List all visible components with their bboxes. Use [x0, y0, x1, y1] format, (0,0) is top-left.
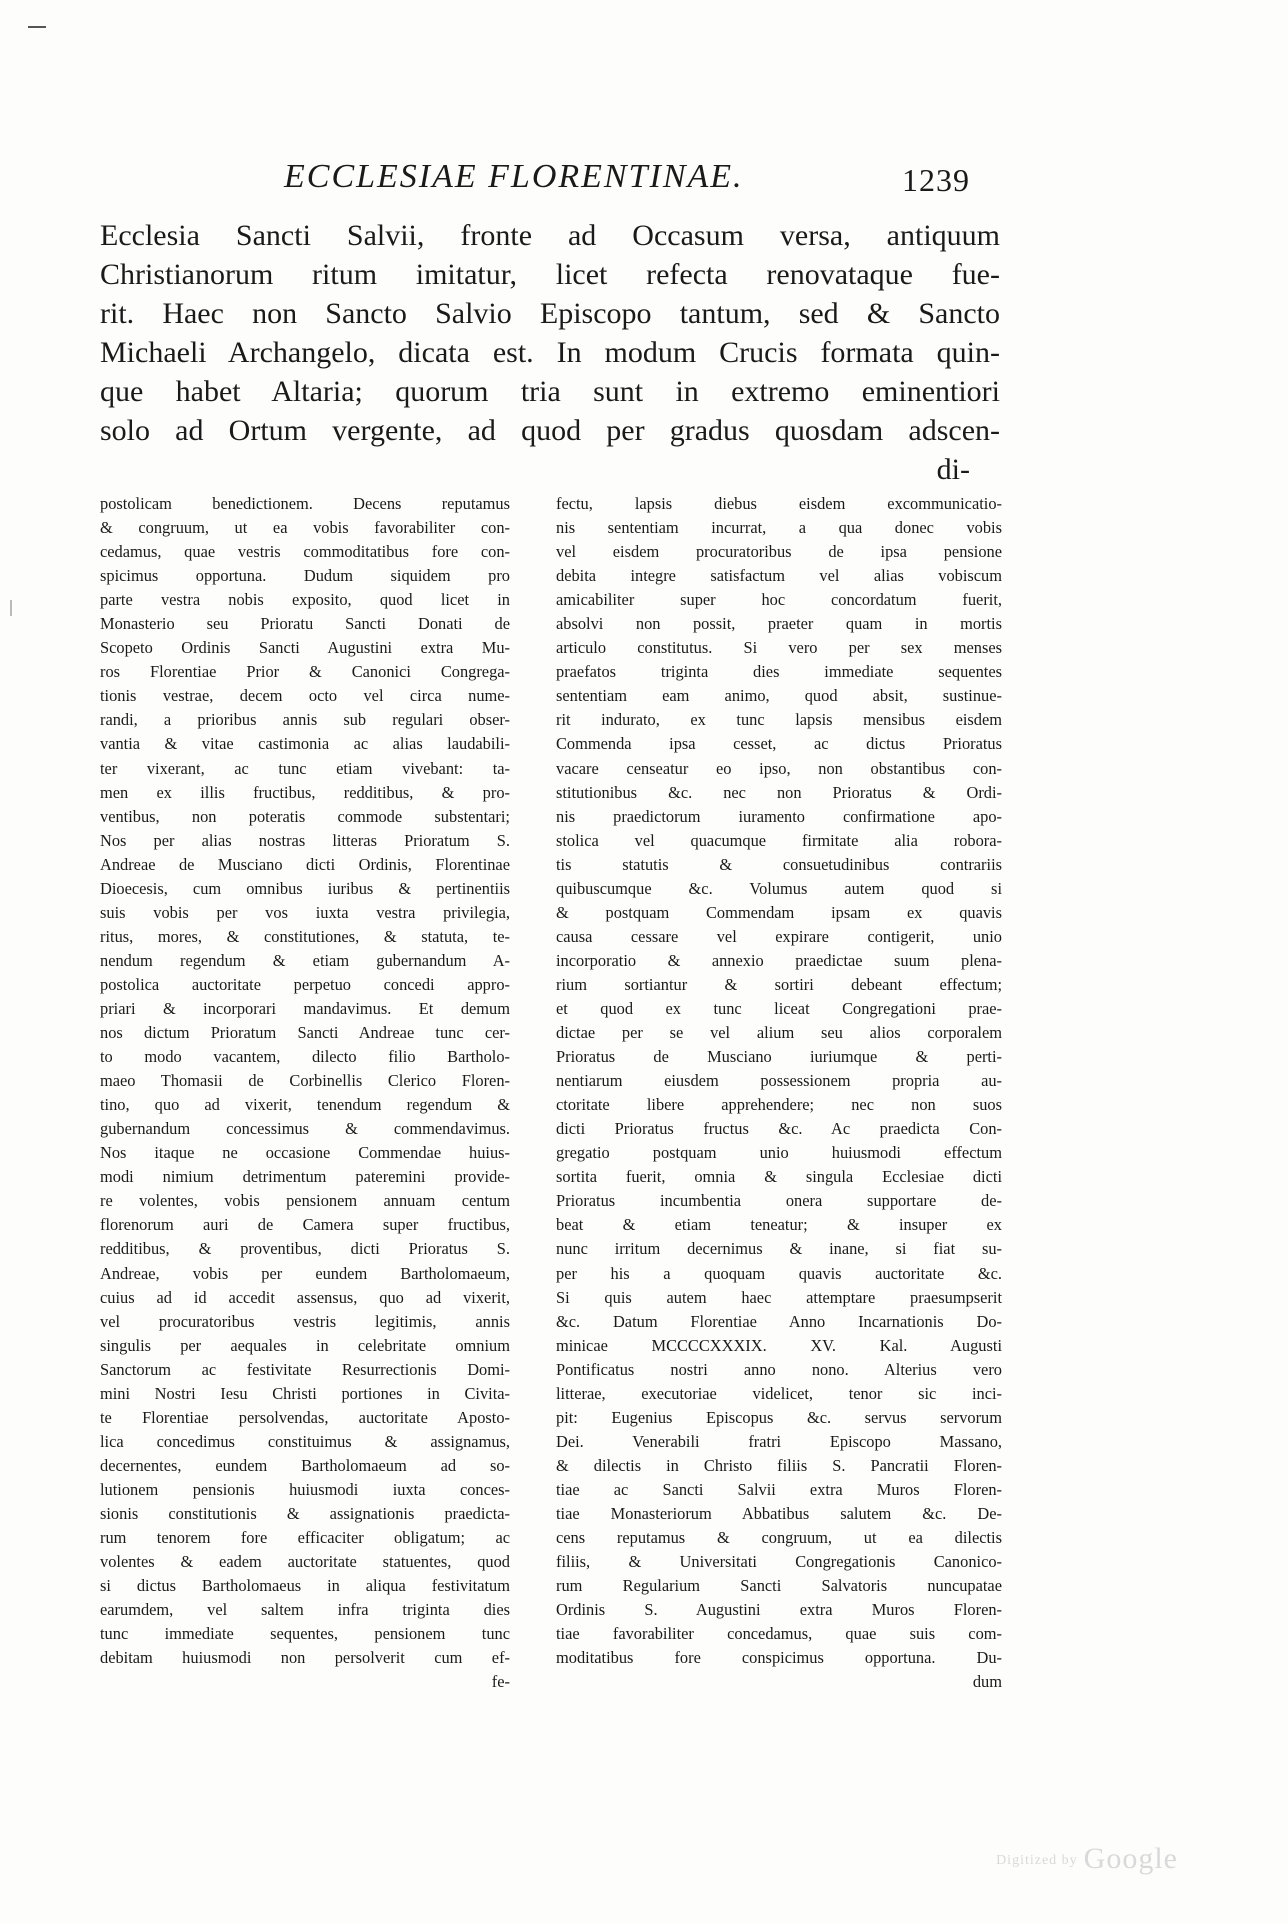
left-column	[100, 492, 510, 1694]
left-column-line: mini Nostri Iesu Christi portiones in Civita-	[100, 1383, 510, 1403]
right-column-line: nunc irritum decernimus & inane, si fiat su-	[556, 1239, 1002, 1259]
right-column-line: rit indurato, ex tunc lapsis mensibus eisdem	[556, 710, 1002, 730]
left-column-line: ventibus, non poteratis commode substentari;	[100, 806, 510, 826]
digitization-watermark	[996, 1842, 1178, 1876]
left-column-line: Dioecesis, cum omnibus iuribus & pertinentiis	[100, 878, 510, 898]
main-text-line: solo ad Ortum vergente, ad quod per gradus quosdam adscen-	[100, 414, 1000, 447]
left-column-line: fe-	[491, 1672, 510, 1692]
right-column-line: nentiarum eiusdem possessionem propria au-	[556, 1071, 1002, 1091]
right-column-line: fectu, lapsis diebus eisdem excommunicatio-	[556, 494, 1002, 513]
right-column-line: articulo constitutus. Si vero per sex menses	[556, 638, 1002, 658]
left-column-line: spicimus opportuna. Dudum siquidem pro	[100, 566, 510, 586]
right-column-line: ctoritate libere apprehendere; nec non suos	[556, 1095, 1002, 1115]
right-column-line: vel eisdem procuratoribus de ipsa pensione	[556, 542, 1002, 562]
left-column-line: earumdem, vel saltem infra triginta dies	[100, 1600, 510, 1620]
right-column-line: praefatos triginta dies immediate sequentes	[556, 662, 1002, 682]
left-column-line: cedamus, quae vestris commoditatibus fore con-	[100, 542, 510, 562]
right-column-line: dicti Prioratus fructus &c. Ac praedicta Con-	[556, 1119, 1002, 1139]
right-column-line: vacare censeatur eo ipso, non obstantibus con-	[556, 758, 1002, 778]
right-column-line: per his a quoquam quavis auctoritate &c.	[556, 1263, 1002, 1283]
right-column-line: gregatio postquam unio huiusmodi effectum	[556, 1143, 1002, 1163]
left-column-line: men ex illis fructibus, redditibus, & pro-	[100, 782, 510, 802]
right-column-line: rum Regularium Sancti Salvatoris nuncupatae	[556, 1576, 1002, 1596]
left-column-line: vantia & vitae castimonia ac alias laudabili-	[100, 734, 510, 754]
right-column-line: beat & etiam teneatur; & insuper ex	[556, 1215, 1002, 1235]
running-head: ECCLESIAE FLORENTINAE.	[284, 158, 744, 195]
left-column-line: volentes & eadem auctoritate statuentes, quod	[100, 1552, 510, 1572]
left-column-line: modi nimium detrimentum pateremini provide-	[100, 1167, 510, 1187]
left-column-line: te Florentiae persolvendas, auctoritate Aposto-	[100, 1407, 510, 1427]
left-column-line: ritus, mores, & constitutiones, & statuta, te-	[100, 926, 510, 946]
left-column-line: vel procuratoribus vestris legitimis, annis	[100, 1311, 510, 1331]
left-column-line: nendum regendum & etiam gubernandum A-	[100, 950, 510, 970]
left-column-line: re volentes, vobis pensionem annuam centum	[100, 1191, 510, 1211]
left-column-line: Andreae, vobis per eundem Bartholomaeum,	[100, 1263, 510, 1283]
right-column-line: litterae, executoriae videlicet, tenor sic inci-	[556, 1383, 1002, 1403]
left-column-line: lutionem pensionis huiusmodi iuxta conces-	[100, 1479, 510, 1499]
corner-mark	[28, 26, 46, 28]
right-column-line: sortita fuerit, omnia & singula Ecclesiae dicti	[556, 1167, 1002, 1187]
page-header	[270, 158, 970, 206]
left-column-line: tunc immediate sequentes, pensionem tunc	[100, 1624, 510, 1644]
main-text-line: Ecclesia Sancti Salvii, fronte ad Occasum versa, antiquum	[100, 219, 1000, 252]
catchword: di-	[936, 453, 970, 486]
right-column-line: Prioratus de Musciano iuriumque & perti-	[556, 1047, 1002, 1067]
right-column-line: Dei. Venerabili fratri Episcopo Massano,	[556, 1431, 1002, 1451]
right-column-line: &c. Datum Florentiae Anno Incarnationis Do-	[556, 1311, 1002, 1331]
left-column-line: lica concedimus constituimus & assignamus,	[100, 1431, 510, 1451]
left-column-line: Sanctorum ac festivitate Resurrectionis Domi-	[100, 1359, 510, 1379]
right-column	[556, 492, 1002, 1694]
left-column-line: nos dictum Prioratum Sancti Andreae tunc cer-	[100, 1023, 510, 1043]
left-column-line: sionis constitutionis & assignationis praedicta-	[100, 1503, 510, 1523]
right-column-line: rium sortiantur & sortiri debeant effectum;	[556, 974, 1002, 994]
left-column-line: randi, a prioribus annis sub regulari obser-	[100, 710, 510, 730]
watermark-prefix: Digitized by	[996, 1853, 1078, 1869]
left-column-line: Scopeto Ordinis Sancti Augustini extra Mu-	[100, 638, 510, 658]
right-column-line: Si quis autem haec attemptare praesumpserit	[556, 1287, 1002, 1307]
right-column-line: causa cessare vel expirare contigerit, unio	[556, 926, 1002, 946]
right-column-line: tiae favorabiliter concedamus, quae suis com-	[556, 1624, 1002, 1644]
left-column-line: tino, quo ad vixerit, tenendum regendum &	[100, 1095, 510, 1115]
right-column-line: absolvi non possit, praeter quam in mortis	[556, 614, 1002, 634]
main-text-line: Christianorum ritum imitatur, licet refecta renovataque fue-	[100, 258, 1000, 291]
right-column-line: debita integre satisfactum vel alias vobiscum	[556, 566, 1002, 586]
right-column-line: & dilectis in Christo filiis S. Pancratii Floren-	[556, 1455, 1002, 1475]
left-column-line: postolicam benedictionem. Decens reputamus	[100, 494, 510, 513]
right-column-line: dum	[972, 1672, 1002, 1692]
left-column-line: to modo vacantem, dilecto filio Bartholo-	[100, 1047, 510, 1067]
left-column-line: Nos itaque ne occasione Commendae huius-	[100, 1143, 510, 1163]
right-column-line: stitutionibus &c. nec non Prioratus & Ordi-	[556, 782, 1002, 802]
left-column-line: & congruum, ut ea vobis favorabiliter con-	[100, 518, 510, 538]
left-column-line: redditibus, & proventibus, dicti Prioratus S.	[100, 1239, 510, 1259]
left-column-line: decernentes, eundem Bartholomaeum ad so-	[100, 1455, 510, 1475]
left-column-line: florenorum auri de Camera super fructibus,	[100, 1215, 510, 1235]
left-column-line: parte vestra nobis exposito, quod licet in	[100, 590, 510, 610]
left-column-line: si dictus Bartholomaeus in aliqua festivitatum	[100, 1576, 510, 1596]
main-text-line: que habet Altaria; quorum tria sunt in extremo eminentiori	[100, 375, 1000, 408]
page-number: 1239	[902, 162, 970, 198]
right-column-line: tiae Monasteriorum Abbatibus salutem &c. De-	[556, 1503, 1002, 1523]
left-column-line: ros Florentiae Prior & Canonici Congrega-	[100, 662, 510, 682]
left-column-line: debitam huiusmodi non persolverit cum ef-	[100, 1648, 510, 1668]
right-column-line: cens reputamus & congruum, ut ea dilectis	[556, 1528, 1002, 1548]
main-text-line: Michaeli Archangelo, dicata est. In modum Crucis formata quin-	[100, 336, 1000, 369]
watermark-brand: Google	[1083, 1842, 1178, 1875]
right-column-line: & postquam Commendam ipsam ex quavis	[556, 902, 1002, 922]
right-column-line: Prioratus incumbentia onera supportare de-	[556, 1191, 1002, 1211]
left-column-line: maeo Thomasii de Corbinellis Clerico Floren-	[100, 1071, 510, 1091]
left-column-line: Andreae de Musciano dicti Ordinis, Florentinae	[100, 854, 510, 874]
left-column-line: priari & incorporari mandavimus. Et demum	[100, 998, 510, 1018]
right-column-line: nis sententiam incurrat, a qua donec vobis	[556, 518, 1002, 538]
left-column-line: cuius ad id accedit assensus, quo ad vixerit,	[100, 1287, 510, 1307]
main-text-line: rit. Haec non Sancto Salvio Episcopo tantum, sed & Sancto	[100, 297, 1000, 330]
right-column-line: pit: Eugenius Episcopus &c. servus servorum	[556, 1407, 1002, 1427]
right-column-line: tis statutis & consuetudinibus contrariis	[556, 854, 1002, 874]
right-column-line: tiae ac Sancti Salvii extra Muros Floren-	[556, 1479, 1002, 1499]
left-column-line: tionis vestrae, decem octo vel circa nume-	[100, 686, 510, 706]
right-column-line: dictae per se vel alium seu alios corporalem	[556, 1023, 1002, 1043]
left-column-line: postolica auctoritate perpetuo concedi appro-	[100, 974, 510, 994]
right-column-line: quibuscumque &c. Volumus autem quod si	[556, 878, 1002, 898]
right-column-line: Pontificatus nostri anno nono. Alterius vero	[556, 1359, 1002, 1379]
left-column-line: singulis per aequales in celebritate omnium	[100, 1335, 510, 1355]
left-column-line: Nos per alias nostras litteras Prioratum S.	[100, 830, 510, 850]
right-column-line: minicae MCCCCXXXIX. XV. Kal. Augusti	[556, 1335, 1002, 1355]
right-column-line: moditatibus fore conspicimus opportuna. Du-	[556, 1648, 1002, 1668]
main-paragraph	[100, 216, 1000, 489]
right-column-line: amicabiliter super hoc concordatum fuerit,	[556, 590, 1002, 610]
left-column-line: ter vixerant, ac tunc etiam vivebant: ta-	[100, 758, 510, 778]
right-column-line: incorporatio & annexio praedictae suum plena-	[556, 950, 1002, 970]
left-column-line: gubernandum concessimus & commendavimus.	[100, 1119, 510, 1139]
right-column-line: nis praedictorum iuramento confirmatione apo-	[556, 806, 1002, 826]
margin-mark	[10, 600, 12, 616]
right-column-line: et quod ex tunc liceat Congregationi prae-	[556, 998, 1002, 1018]
right-column-line: Ordinis S. Augustini extra Muros Floren-	[556, 1600, 1002, 1620]
right-column-line: stolica vel quacumque firmitate alia robora-	[556, 830, 1002, 850]
right-column-line: Commenda ipsa cesset, ac dictus Prioratus	[556, 734, 1002, 754]
right-column-line: filiis, & Universitati Congregationis Canonico-	[556, 1552, 1002, 1572]
left-column-line: suis vobis per vos iuxta vestra privilegia,	[100, 902, 510, 922]
right-column-line: sententiam eam animo, quod absit, sustinue-	[556, 686, 1002, 706]
left-column-line: rum tenorem fore efficaciter obligatum; ac	[100, 1528, 510, 1548]
left-column-line: Monasterio seu Prioratu Sancti Donati de	[100, 614, 510, 634]
